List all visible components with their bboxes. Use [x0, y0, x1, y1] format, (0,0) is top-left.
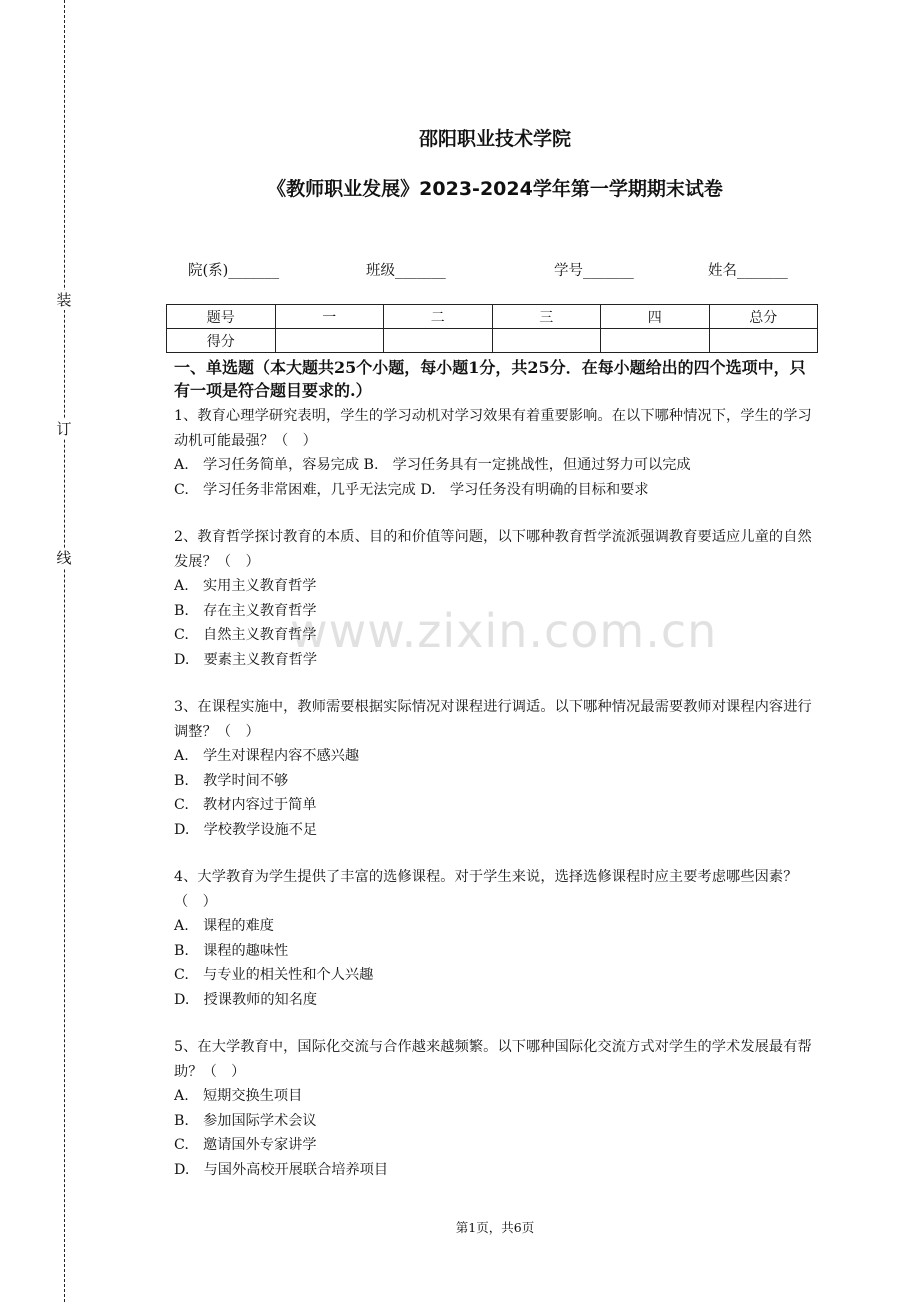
question-option: D. 学校教学设施不足	[174, 821, 318, 838]
score-header-cell: 一	[275, 305, 384, 329]
question-content	[174, 356, 818, 1182]
question-stem: 5、在大学教育中，国际化交流与合作越来越频繁。以下哪种国际化交流方式对学生的学术发展最有帮助？（ ）	[174, 1039, 812, 1080]
question-option: C. 邀请国外专家讲学	[174, 1137, 317, 1153]
question-option: B. 课程的趣味性	[174, 942, 289, 959]
score-header-cell: 题号	[167, 305, 276, 329]
score-header-cell: 二	[384, 305, 493, 329]
question-5	[174, 1035, 818, 1182]
name-field: 姓名_______	[708, 263, 788, 279]
question-option: B. 存在主义教育哲学	[174, 602, 317, 619]
class-field: 班级_______	[366, 263, 446, 279]
question-option: B. 教学时间不够	[174, 772, 289, 789]
binding-label-ding: 订	[52, 419, 76, 439]
question-option: D. 与国外高校开展联合培养项目	[174, 1161, 389, 1178]
question-stem: 4、大学教育为学生提供了丰富的选修课程。对于学生来说，选择选修课程时应主要考虑哪些因素？（ ）	[174, 869, 798, 910]
question-option: A. 课程的难度	[174, 918, 274, 934]
score-cell	[492, 329, 601, 353]
school-name: 邵阳职业技术学院	[418, 128, 571, 150]
score-table-header-row	[167, 305, 818, 329]
question-option: C. 与专业的相关性和个人兴趣	[174, 967, 374, 983]
question-option: C. 学习任务非常困难，几乎无法完成 D. 学习任务没有明确的目标和要求	[174, 481, 649, 498]
score-cell	[601, 329, 710, 353]
question-stem: 1、教育心理学研究表明，学生的学习动机对学习效果有着重要影响。在以下哪种情况下，学生的学习动机可能最强？（ ）	[174, 408, 812, 449]
watermark: www.zixin.com.cn	[290, 604, 718, 658]
score-header-cell: 总分	[709, 305, 818, 329]
question-option: B. 参加国际学术会议	[174, 1112, 317, 1129]
question-option: A. 学生对课程内容不感兴趣	[174, 748, 360, 764]
binding-label-zhuang: 装	[52, 290, 76, 310]
question-3	[174, 695, 818, 842]
binding-label-xian: 线	[52, 548, 76, 568]
question-stem: 2、教育哲学探讨教育的本质、目的和价值等问题，以下哪种教育哲学流派强调教育要适应儿童的自然发展？（ ）	[174, 529, 812, 570]
question-option: A. 学习任务简单，容易完成 B. 学习任务具有一定挑战性，但通过努力可以完成	[174, 457, 691, 473]
question-1	[174, 404, 818, 502]
question-option: A. 实用主义教育哲学	[174, 578, 317, 594]
exam-title: 《教师职业发展》2023-2024学年第一学期期末试卷	[267, 178, 723, 200]
score-cell	[709, 329, 818, 353]
question-option: C. 教材内容过于简单	[174, 797, 317, 813]
score-row-label: 得分	[167, 329, 276, 353]
question-4	[174, 865, 818, 1012]
score-cell	[275, 329, 384, 353]
question-option: D. 授课教师的知名度	[174, 991, 318, 1008]
page-footer: 第1页，共6页	[455, 1220, 535, 1235]
question-option: A. 短期交换生项目	[174, 1088, 303, 1104]
department-field: 院(系)_______	[188, 263, 280, 279]
section-title: 一、单选题（本大题共25个小题，每小题1分，共25分．在每小题给出的四个选项中，只有一项是符合题目要求的.）	[174, 358, 806, 400]
question-stem: 3、在课程实施中，教师需要根据实际情况对课程进行调适。以下哪种情况最需要教师对课程内容进行调整？（ ）	[174, 699, 812, 740]
score-header-cell: 三	[492, 305, 601, 329]
student-id-field: 学号_______	[554, 263, 634, 279]
score-cell	[384, 329, 493, 353]
question-option: C. 自然主义教育哲学	[174, 627, 317, 643]
question-option: D. 要素主义教育哲学	[174, 651, 318, 668]
score-table-score-row	[167, 329, 818, 353]
score-table	[166, 304, 818, 353]
score-header-cell: 四	[601, 305, 710, 329]
